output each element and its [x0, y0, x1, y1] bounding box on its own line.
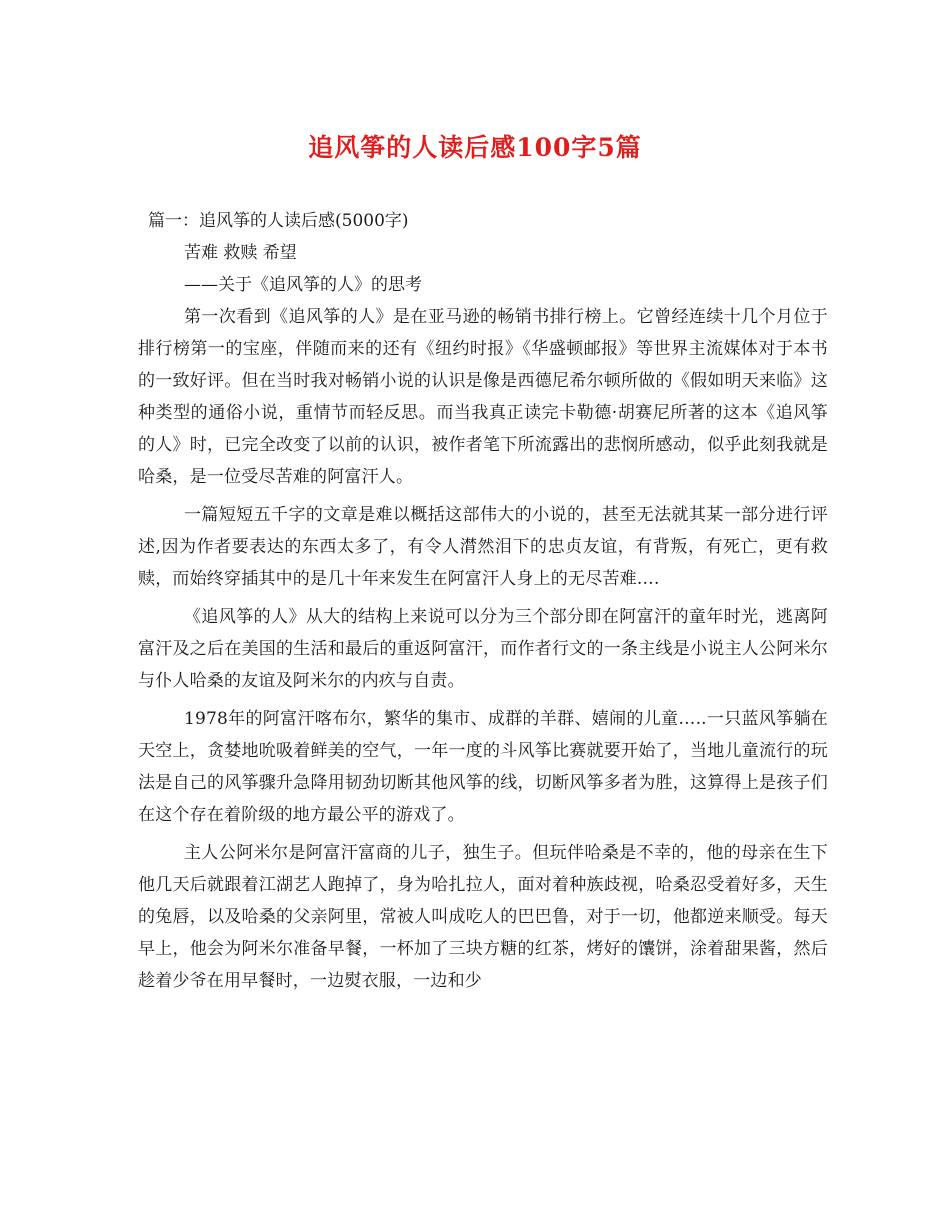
section-subtitle: ——关于《追风筝的人》的思考: [184, 275, 422, 295]
section-keywords: 苦难 救赎 希望: [184, 243, 297, 263]
paragraph: 1978年的阿富汗喀布尔，繁华的集市、成群的羊群、嬉闹的儿童…..一只蓝风筝躺在天空上，贪婪地吮吸着鲜美的空气，一年一度的斗风筝比赛就要开始了，当地儿童流行的玩法是自己的风筝骤升急降用韧劲切断其他风筝的线，切断风筝多者为胜，这算得上是孩子们在这个存在着阶级的地方最公平的游戏了。: [138, 709, 828, 825]
document-body: [138, 205, 828, 997]
paragraph: 第一次看到《追风筝的人》是在亚马逊的畅销书排行榜上。它曾经连续十几个月位于排行榜第一的宝座，伴随而来的还有《纽约时报》《华盛顿邮报》等世界主流媒体对于本书的一致好评。但在当时我对畅销小说的认识是像是西德尼希尔顿所做的《假如明天来临》这种类型的通俗小说，重情节而轻反思。而当我真正读完卡勒德·胡赛尼所著的这本《追风筝的人》时，已完全改变了以前的认识，被作者笔下所流露出的悲悯所感动，似乎此刻我就是哈桑，是一位受尽苦难的阿富汗人。: [138, 307, 828, 487]
paragraph: 主人公阿米尔是阿富汗富商的儿子，独生子。但玩伴哈桑是不幸的，他的母亲在生下他几天后就跟着江湖艺人跑掉了，身为哈扎拉人，面对着种族歧视，哈桑忍受着好多，天生的兔唇，以及哈桑的父亲阿里，常被人叫成吃人的巴巴鲁，对于一切，他都逆来顺受。每天早上，他会为阿米尔准备早餐，一杯加了三块方糖的红茶，烤好的馕饼，涂着甜果酱，然后趁着少爷在用早餐时，一边熨衣服，一边和少: [138, 843, 828, 991]
section-heading: 篇一：追风筝的人读后感(5000字): [148, 211, 409, 231]
paragraph: 一篇短短五千字的文章是难以概括这部伟大的小说的，甚至无法就其某一部分进行评述,因为作者要表达的东西太多了，有令人潸然泪下的忠贞友谊，有背叛，有死亡，更有救赎，而始终穿插其中的是几十年来发生在阿富汗人身上的无尽苦难….: [138, 505, 828, 589]
document-title: 追风筝的人读后感100字5篇: [308, 133, 642, 162]
paragraph: 《追风筝的人》从大的结构上来说可以分为三个部分即在阿富汗的童年时光，逃离阿富汗及之后在美国的生活和最后的重返阿富汗，而作者行文的一条主线是小说主人公阿米尔与仆人哈桑的友谊及阿米尔的内疚与自责。: [138, 607, 828, 691]
